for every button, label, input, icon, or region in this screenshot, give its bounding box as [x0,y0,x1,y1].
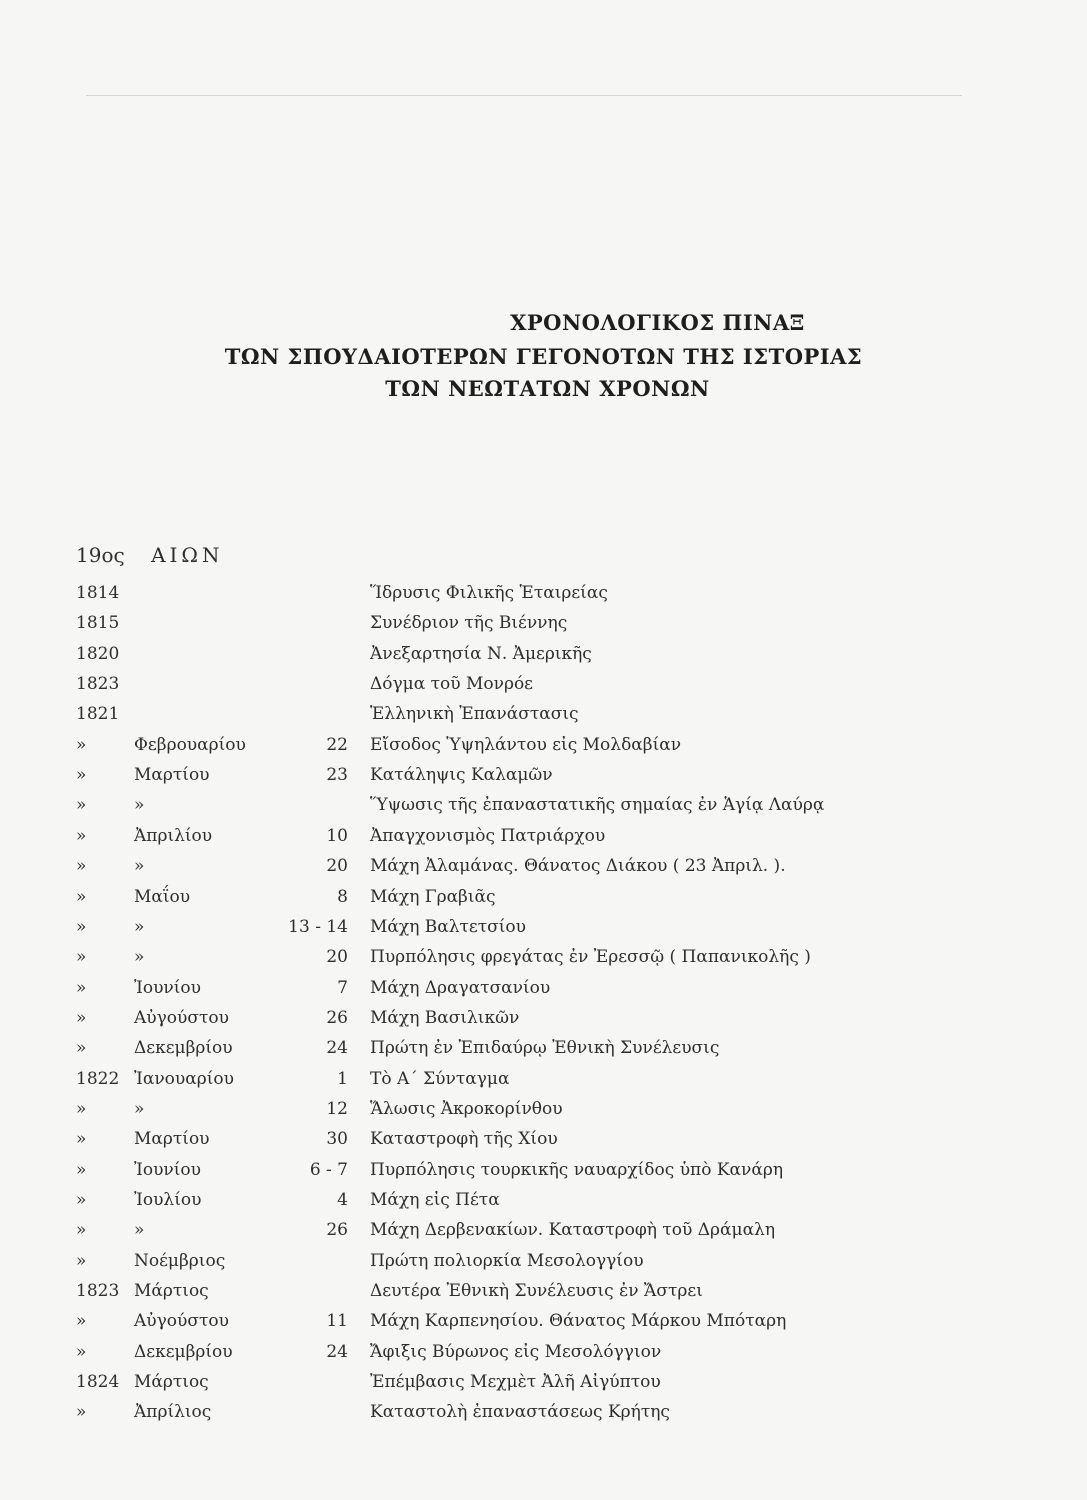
row-year: » [76,856,87,877]
row-month: » [134,947,145,968]
row-day: 23 [326,765,348,786]
row-month: Μάρτιος [134,1281,209,1302]
row-event: Ὕψωσις τῆς ἐπαναστατικῆς σημαίας ἐν Ἁγίᾳ Λαύρᾳ [370,795,825,816]
row-event: Πρώτη πολιορκία Μεσολογγίου [370,1250,644,1271]
table-row [0,791,1087,819]
table-row [0,700,1087,728]
table-row [0,943,1087,971]
row-event: Συνέδριον τῆς Βιέννης [370,613,568,634]
table-row [0,1216,1087,1244]
table-row [0,1125,1087,1153]
table-row [0,1065,1087,1093]
row-year: » [76,1220,87,1241]
row-month: Μάρτιος [134,1372,209,1393]
title-line-1: ΧΡΟΝΟΛΟΓΙΚΟΣ ΠΙΝΑΞ [510,310,805,335]
table-row [0,1398,1087,1426]
row-month: Φεβρουαρίου [134,734,246,755]
row-month: Νοέμβριος [134,1250,226,1271]
row-year: » [76,1038,87,1059]
table-row [0,609,1087,637]
row-month: » [134,1098,145,1119]
row-day: 10 [326,825,348,846]
row-year: » [76,1159,87,1180]
row-year: 1815 [76,613,120,634]
table-row [0,1186,1087,1214]
row-month: » [134,1220,145,1241]
table-row [0,883,1087,911]
row-month: Δεκεμβρίου [134,1038,233,1059]
row-year: » [76,1250,87,1271]
row-month: Δεκεμβρίου [134,1341,233,1362]
row-year: 1814 [76,583,120,603]
row-year: » [76,916,87,937]
row-month: Ἰουλίου [134,1190,202,1210]
row-year: » [76,1311,87,1332]
row-event: Μάχη Γραβιᾶς [370,886,496,907]
row-event: Δόγμα τοῦ Μονρόε [370,674,533,695]
table-row [0,1307,1087,1335]
title-line-3: ΤΩΝ ΝΕΩΤΑΤΩΝ ΧΡΟΝΩΝ [385,376,710,401]
row-year: » [76,795,87,816]
row-day: 20 [326,856,348,877]
row-day: 26 [326,1007,348,1028]
row-month: Ἀπριλίου [134,825,213,846]
row-event: Πυρπόλησις τουρκικῆς ναυαρχίδος ὑπὸ Κανάρη [370,1159,784,1180]
row-event: Μάχη εἰς Πέτα [370,1190,500,1210]
title-line-2: ΤΩΝ ΣΠΟΥΔΑΙΟΤΕΡΩΝ ΓΕΓΟΝΟΤΩΝ ΤΗΣ ΙΣΤΟΡΙΑΣ [224,344,863,369]
table-row [0,1004,1087,1032]
row-event: Εἴσοδος Ὑψηλάντου εἰς Μολδαβίαν [370,734,682,755]
row-day: 13 - 14 [288,916,348,937]
table-row [0,1338,1087,1366]
row-event: Μάχη Ἀλαμάνας. Θάνατος Διάκου ( 23 Ἀπριλ. ). [370,856,786,877]
row-year: 1823 [76,674,120,695]
row-event: Καταστολὴ ἐπαναστάσεως Κρήτης [370,1402,670,1423]
row-day: 22 [326,734,348,755]
row-year: » [76,947,87,968]
row-year: » [76,765,87,786]
row-year: » [76,977,87,998]
row-day: 4 [337,1190,348,1210]
row-month: Μαΐου [134,886,191,907]
row-day: 20 [326,947,348,968]
row-event: Ἀνεξαρτησία Ν. Ἀμερικῆς [370,643,592,664]
table-row [0,579,1087,607]
row-month: » [134,795,145,816]
table-row [0,1368,1087,1396]
row-year: » [76,1402,87,1423]
table-row [0,913,1087,941]
table-row [0,1247,1087,1275]
century-number: 19ος [76,543,125,567]
table-row [0,670,1087,698]
row-year: » [76,1098,87,1119]
century-word: ΑΙΩΝ [151,543,224,567]
row-event: Ἄφιξις Βύρωνος εἰς Μεσολόγγιον [370,1341,662,1362]
row-year: 1823 [76,1281,120,1302]
row-month: Μαρτίου [134,765,210,786]
row-event: Μάχη Δερβενακίων. Καταστροφὴ τοῦ Δράμαλη [370,1220,776,1241]
row-year: » [76,886,87,907]
row-year: 1820 [76,643,120,664]
row-month: » [134,856,145,877]
header-rule [86,95,962,96]
row-month: Ἰουνίου [134,1159,201,1180]
row-day: 30 [326,1129,348,1150]
row-month: Αὐγούστου [134,1311,229,1332]
row-year: » [76,1007,87,1028]
row-event: Κατάληψις Καλαμῶν [370,765,553,786]
row-year: » [76,825,87,846]
row-event: Μάχη Δραγατσανίου [370,977,551,998]
table-row [0,1095,1087,1123]
row-year: » [76,1129,87,1150]
row-event: Πυρπόλησις φρεγάτας ἐν Ἐρεσσῷ ( Παπανικολῆς ) [370,947,811,968]
row-day: 6 - 7 [309,1159,348,1180]
row-event: Ἵδρυσις Φιλικῆς Ἑταιρείας [370,583,608,603]
row-event: Πρώτη ἐν Ἐπιδαύρῳ Ἐθνικὴ Συνέλευσις [370,1038,720,1059]
row-day: 1 [337,1068,348,1089]
row-month: Ἀπρίλιος [134,1402,212,1423]
row-year: » [76,734,87,755]
row-day: 26 [326,1220,348,1241]
row-event: Καταστροφὴ τῆς Χίου [370,1129,558,1150]
table-row [0,1156,1087,1184]
table-row [0,822,1087,850]
row-event: Μάχη Καρπενησίου. Θάνατος Μάρκου Μπόταρη [370,1311,787,1332]
table-row [0,974,1087,1002]
row-event: Μάχη Βασιλικῶν [370,1007,520,1028]
table-row [0,1277,1087,1305]
row-event: Τὸ Α΄ Σύνταγμα [370,1068,510,1089]
row-event: Ἐπέμβασις Μεχμὲτ Ἀλῆ Αἰγύπτου [370,1372,661,1393]
row-event: Ἑλληνικὴ Ἐπανάστασις [370,704,579,725]
row-year: » [76,1190,87,1210]
table-row [0,852,1087,880]
row-year: » [76,1341,87,1362]
row-event: Δευτέρα Ἐθνικὴ Συνέλευσις ἐν Ἄστρει [370,1281,703,1302]
row-event: Μάχη Βαλτετσίου [370,916,526,937]
row-day: 11 [326,1311,348,1332]
row-day: 8 [337,886,348,907]
row-month: Αὐγούστου [134,1007,229,1028]
century-heading [76,543,224,567]
row-year: 1822 [76,1068,120,1089]
table-row [0,761,1087,789]
row-day: 24 [326,1341,348,1362]
row-year: 1824 [76,1372,120,1393]
row-day: 24 [326,1038,348,1059]
row-event: Ἀπαγχονισμὸς Πατριάρχου [370,825,606,846]
row-day: 12 [326,1098,348,1119]
row-month: Ἰουνίου [134,977,201,998]
row-month: » [134,916,145,937]
row-day: 7 [337,977,348,998]
table-row [0,731,1087,759]
row-month: Μαρτίου [134,1129,210,1150]
table-row [0,640,1087,668]
row-event: Ἅλωσις Ἀκροκορίνθου [370,1098,563,1119]
table-row [0,1034,1087,1062]
row-year: 1821 [76,704,120,725]
row-month: Ἰανουαρίου [134,1068,234,1089]
